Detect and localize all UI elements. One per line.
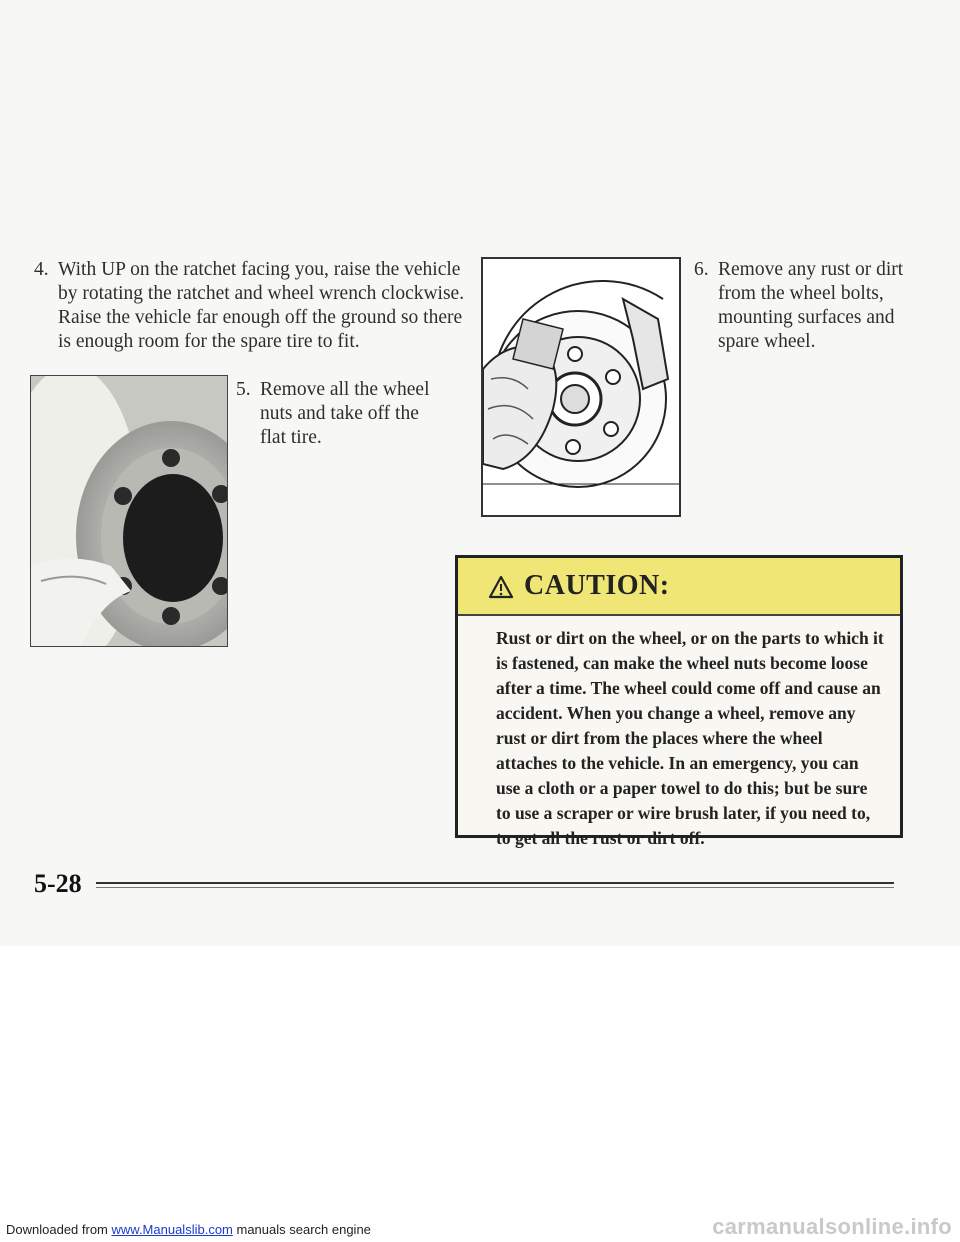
caution-title: CAUTION:	[524, 570, 670, 601]
footer-rule-thin	[96, 887, 894, 888]
warning-triangle-icon	[488, 575, 514, 599]
step-6	[694, 258, 904, 354]
footer-rule	[96, 882, 894, 884]
site-watermark: carmanualsonline.info	[712, 1214, 952, 1239]
manualslib-link[interactable]: www.Manualslib.com	[111, 1222, 233, 1237]
hub-cleaning-illustration	[481, 257, 681, 517]
caution-box	[455, 555, 903, 848]
page-number: 5-28	[34, 869, 82, 898]
step-number: 5.	[236, 379, 251, 400]
caution-header	[458, 558, 900, 616]
step-text: With UP on the ratchet facing you, raise the vehicle by rotating the ratchet and wheel wrench clockwise. Raise the vehicle far enough off the ground so there is enough room for the spare tire to fit.	[58, 259, 465, 352]
step-text: Remove all the wheel nuts and take off the flat tire.	[260, 379, 430, 448]
footer-suffix: manuals search engine	[232, 1222, 371, 1237]
step-text: Remove any rust or dirt from the wheel bolts, mounting surfaces and spare wheel.	[718, 259, 904, 352]
download-footer	[6, 1222, 371, 1237]
step-number: 6.	[694, 259, 709, 280]
step-number: 4.	[34, 259, 49, 280]
wheel-nuts-photo	[30, 375, 228, 647]
step-5	[236, 378, 436, 450]
footer-prefix: Downloaded from	[6, 1222, 112, 1237]
step-4	[34, 258, 474, 354]
caution-text: Rust or dirt on the wheel, or on the parts to which it is fastened, can make the wheel nuts become loose after a time. The wheel could come off and cause an accident. When you change a wheel, remove any rust or dirt from the places where the wheel attaches to the vehicle. In an emergency, you can use a cloth or a paper towel to do this; but be sure to use a scraper or wire brush later, if you need to, to get all the rust or dirt off.	[496, 628, 884, 848]
